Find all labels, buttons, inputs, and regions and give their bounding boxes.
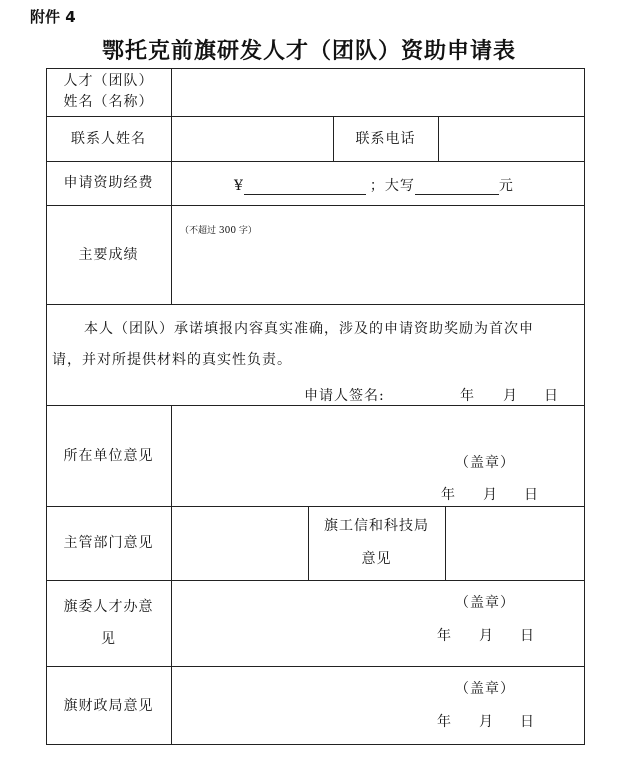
capital-amount-label: 大写 [384, 178, 415, 194]
finance-bureau-date-month: 月 [479, 714, 494, 730]
name-field[interactable] [172, 69, 584, 116]
capital-amount-field[interactable] [415, 180, 499, 195]
funding-label: 申请资助经费 [63, 175, 154, 191]
signature-month: 月 [503, 388, 518, 404]
currency-symbol: ¥ [234, 178, 244, 194]
talent-office-label [46, 580, 171, 666]
unit-date-day: 日 [524, 487, 539, 503]
row-divider [46, 304, 585, 305]
signature-day: 日 [544, 388, 559, 404]
form-title: 鄂托克前旗研发人才（团队）资助申请表 [101, 38, 516, 64]
talent-office-seal: （盖章） [455, 595, 515, 611]
competent-dept-field[interactable] [172, 507, 308, 580]
unit-seal: （盖章） [455, 455, 515, 471]
attachment-number: 附件 4 [30, 8, 76, 26]
funding-amount-field[interactable] [244, 180, 366, 195]
name-label-line2: 姓名（名称） [63, 94, 154, 110]
unit-opinion-label: 所在单位意见 [63, 447, 154, 464]
contact-phone-field[interactable] [439, 117, 584, 161]
achievements-word-limit-note: （不超过 300 字） [180, 226, 257, 236]
name-label-line1: 人才（团队） [63, 73, 154, 89]
unit-date-year: 年 [441, 487, 456, 503]
funding-unit: 元 [498, 178, 514, 194]
applicant-signature-label: 申请人签名: [304, 388, 385, 404]
name-label [46, 68, 171, 116]
talent-office-label-line1: 旗委人才办意 [63, 599, 154, 615]
achievements-field[interactable] [172, 238, 584, 304]
pledge-text-line2: 请，并对所提供材料的真实性负责。 [52, 352, 292, 368]
finance-bureau-label: 旗财政局意见 [63, 697, 154, 714]
contact-name-label: 联系人姓名 [71, 130, 146, 147]
funding-amount-line [234, 175, 514, 195]
finance-bureau-date-day: 日 [520, 714, 535, 730]
funding-separator: ； [369, 178, 385, 194]
tech-bureau-label-line2: 意见 [361, 551, 392, 567]
contact-phone-label: 联系电话 [355, 130, 416, 147]
applicant-signature-field[interactable] [395, 382, 455, 402]
pledge-text-line1: 本人（团队）承诺填报内容真实准确，涉及的申请资助奖励为首次申 [84, 321, 534, 337]
contact-name-field[interactable] [172, 117, 333, 161]
finance-bureau-seal: （盖章） [455, 681, 515, 697]
competent-dept-label: 主管部门意见 [63, 535, 154, 551]
tech-bureau-label [308, 506, 445, 580]
talent-office-date-month: 月 [479, 628, 494, 644]
achievements-label: 主要成绩 [78, 246, 139, 263]
signature-year: 年 [460, 388, 475, 404]
talent-office-date-year: 年 [437, 628, 452, 644]
talent-office-field[interactable] [172, 581, 584, 666]
talent-office-label-line2: 见 [101, 631, 116, 647]
tech-bureau-label-line1: 旗工信和科技局 [324, 518, 429, 534]
talent-office-date-day: 日 [520, 628, 535, 644]
unit-date-month: 月 [483, 487, 498, 503]
unit-opinion-field[interactable] [172, 406, 584, 506]
finance-bureau-date-year: 年 [437, 714, 452, 730]
tech-bureau-field[interactable] [446, 507, 584, 580]
finance-bureau-field[interactable] [172, 667, 584, 745]
